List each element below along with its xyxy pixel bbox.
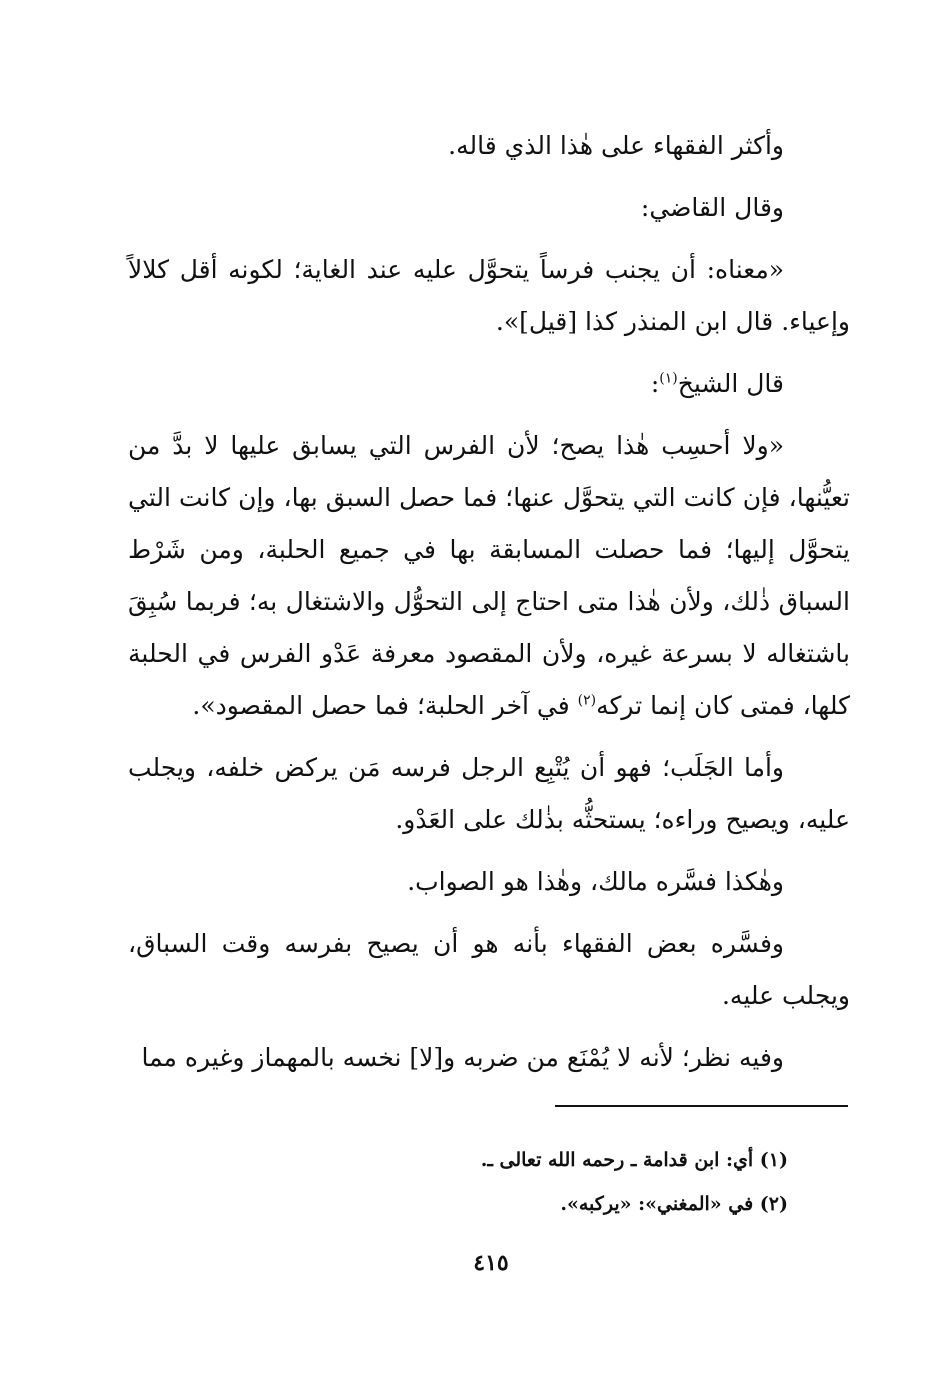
paragraph-6: وأما الجَلَب؛ فهو أن يُتْبِع الرجل فرسه مَن يركض خلفه، ويجلب عليه، ويصيح وراءه؛ يستحثُّه بذٰلك على العَدْو. (128, 753, 850, 834)
paragraph-5-suffix: في آخر الحلبة؛ فما حصل المقصود». (192, 691, 578, 720)
paragraph-4 (128, 358, 850, 410)
paragraph-9: وفيه نظر؛ لأنه لا يُمْنَع من ضربه و[لا] نخسه بالمهماز وغيره مما (141, 1043, 784, 1072)
footnotes (300, 1138, 788, 1226)
paragraph-4-suffix: : (650, 369, 660, 398)
paragraph-2: وقال القاضي: (640, 193, 784, 222)
footnote-2: (٢) في «المغني»: «يركبه». (560, 1193, 788, 1215)
page-number: ٤١٥ (473, 1250, 509, 1276)
paragraph-4-text: قال الشيخ (677, 369, 784, 398)
footnote-ref-1: (١) (659, 370, 678, 387)
footnote-divider (555, 1105, 848, 1107)
paragraph-5 (128, 420, 850, 732)
footnote-1: (١) أي: ابن قدامة ـ رحمه الله تعالى ـ. (480, 1149, 788, 1171)
paragraph-3: «معناه: أن يجنب فرساً يتحوَّل عليه عند الغاية؛ لكونه أقل كلالاً وإعياء. قال ابن المنذر كذا [قيل]». (128, 255, 850, 336)
paragraph-5-text: «ولا أحسِب هٰذا يصح؛ لأن الفرس التي يسابق عليها لا بدَّ من تعيُّنها، فإن كانت التي يتحوَّل عنها؛ فما حصل السبق بها، وإن كانت التي يتحوَّل إليها؛ فما حصلت المسابقة بها في جميع الحلبة، ومن شَرْط السباق ذٰلك، ولأن هٰذا متى احتاج إلى التحوُّل والاشتغال به؛ فربما سُبِقَ باشتغاله لا بسرعة غيره، ولأن المقصود معرفة عَدْو الفرس في الحلبة كلها، فمتى كان إنما تركه (128, 431, 851, 720)
footnote-ref-2: (٢) (577, 692, 597, 709)
paragraph-7: وهٰكذا فسَّره مالك، وهٰذا هو الصواب. (407, 867, 784, 896)
main-text (128, 120, 850, 1094)
paragraph-8: وفسَّره بعض الفقهاء بأنه هو أن يصيح بفرسه وقت السباق، ويجلب عليه. (128, 929, 850, 1010)
paragraph-1: وأكثر الفقهاء على هٰذا الذي قاله. (448, 131, 784, 160)
